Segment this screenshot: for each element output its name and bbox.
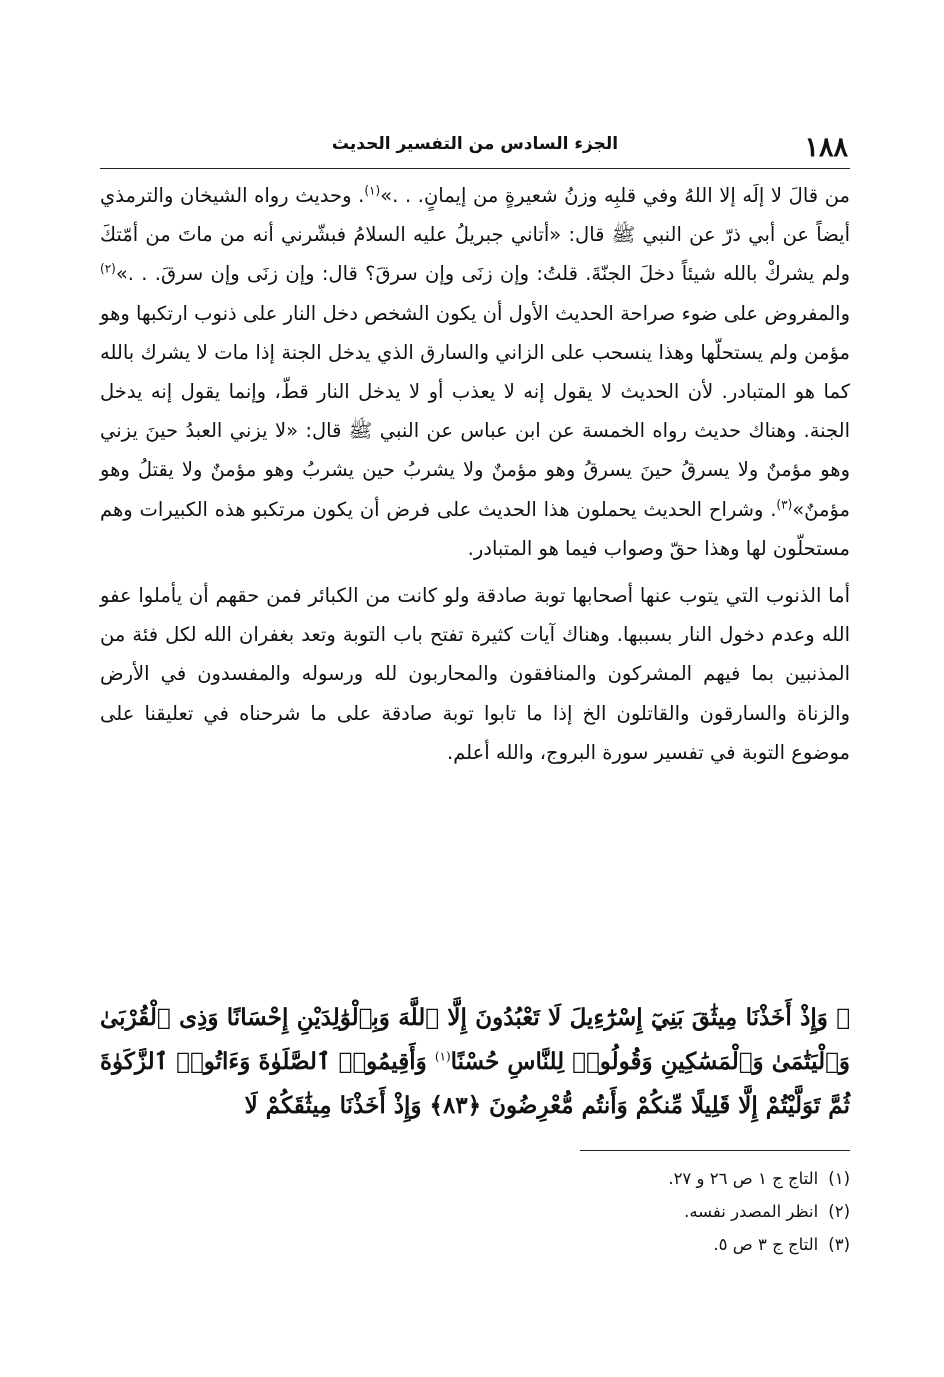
paragraph-1-part-2: . وحديث رواه الشيخان والترمذي أيضاً عن أبي ذرّ عن النبي ﷺ قال: «أتاني جبريلُ عليه السلامُ فبشّرني أنه من ماتَ من أمّتكَ ولم يشركْ بالله شيئاً دخلَ الجنّةَ. قلتُ: وإن زنَى وإن سرقَ؟ قال: وإن زنَى وإن سرقَ. . .» (100, 184, 850, 286)
footnote-text: التاج ج ٣ ص ٥. (713, 1235, 819, 1254)
paragraph-2: أما الذنوب التي يتوب عنها أصحابها توبة صادقة ولو كانت من الكبائر فمن حقهم أن يأملوا عفو الله وعدم دخول النار بسببها. وهناك آيات كثيرة تفتح باب التوبة وتعد بغفران الله لكل فئة من المذنبين بما فيهم المشركون والمنافقون والمحاربون لله ورسوله والمفسدون في الأرض والزناة والسارقون والقاتلون الخ إذا ما تابوا توبة صادقة على ما شرحناه في تعليقنا على موضوع التوبة في تفسير سورة البروج، والله أعلم. (100, 584, 850, 764)
footnote-number: (٣) (828, 1235, 850, 1254)
footnote-text: التاج ج ١ ص ٢٦ و ٢٧. (668, 1169, 819, 1188)
paragraph-1 (100, 176, 850, 568)
page-number: ١٨٨ (804, 132, 848, 163)
footnote-1 (100, 1162, 850, 1195)
verse-part-2: وَأَقِيمُوا۟ ٱلصَّلَوٰةَ وَءَاتُوا۟ ٱلزَّكَوٰةَ ثُمَّ تَوَلَّيْتُمْ إِلَّا قَلِيلًا مِّنكُمْ وَأَنتُم مُّعْرِضُونَ ﴿٨٣﴾ وَإِذْ أَخَذْنَا مِيثَٰقَكُمْ لَا (100, 1048, 850, 1119)
footnotes (100, 1162, 850, 1261)
paragraph-1-part-1: من قالَ لا إلَه إلا اللهُ وفي قلبِه وزنُ شعيرةٍ من إيمانٍ. . .» (380, 184, 851, 207)
footnote-2 (100, 1195, 850, 1228)
footnote-ref-2: (٢) (100, 261, 116, 276)
paragraph-1-part-3: والمفروض على ضوء صراحة الحديث الأول أن يكون الشخص دخل النار على ذنوب ارتكبها وهو مؤمن ولم يستحلّها وهذا ينسحب على الزاني والسارق الذي يدخل الجنة إذا مات لا يشرك بالله كما هو المتبادر. لأن الحديث لا يقول إنه لا يعذب أو لا يدخل النار قطّ، وإنما يقول إنه يدخل الجنة. وهناك حديث رواه الخمسة عن ابن عباس عن النبي ﷺ قال: «لا يزني العبدُ حينَ يزني وهو مؤمنٌ ولا يسرقُ حينَ يسرقُ وهو مؤمنٌ ولا يشربُ حين يشربُ وهو مؤمنٌ ولا يقتلُ وهو مؤمنٌ» (100, 301, 850, 521)
verse-footnote-ref: (١) (434, 1049, 451, 1064)
footnote-3 (100, 1228, 850, 1261)
footnote-ref-1: (١) (364, 183, 381, 198)
footnote-ref-3: (٣) (776, 497, 793, 512)
verse-part-1: ﴿ وَإِذْ أَخَذْنَا مِيثَٰقَ بَنِيٓ إِسْرَٰٓءِيلَ لَا تَعْبُدُونَ إِلَّا ٱللَّهَ وَبِٱلْوَٰلِدَيْنِ إِحْسَانًا وَذِى ٱلْقُرْبَىٰ وَٱلْيَتَٰمَىٰ وَٱلْمَسَٰكِينِ وَقُولُوا۟ لِلنَّاسِ حُسْنًا (100, 1004, 850, 1075)
page-header (100, 128, 850, 169)
footnote-divider (580, 1150, 850, 1151)
body-text (100, 176, 850, 772)
quran-verse (100, 996, 850, 1128)
running-title: الجزء السادس من التفسير الحديث (331, 134, 619, 154)
footnote-number: (١) (828, 1169, 850, 1188)
paragraph-1-part-4: . وشراح الحديث يحملون هذا الحديث على فرض أن يكون مرتكبو هذه الكبيرات وهم مستحلّون لها وهذا حقّ وصواب فيما هو المتبادر. (100, 497, 850, 560)
footnote-text: انظر المصدر نفسه. (684, 1202, 819, 1221)
footnote-number: (٢) (828, 1202, 850, 1221)
